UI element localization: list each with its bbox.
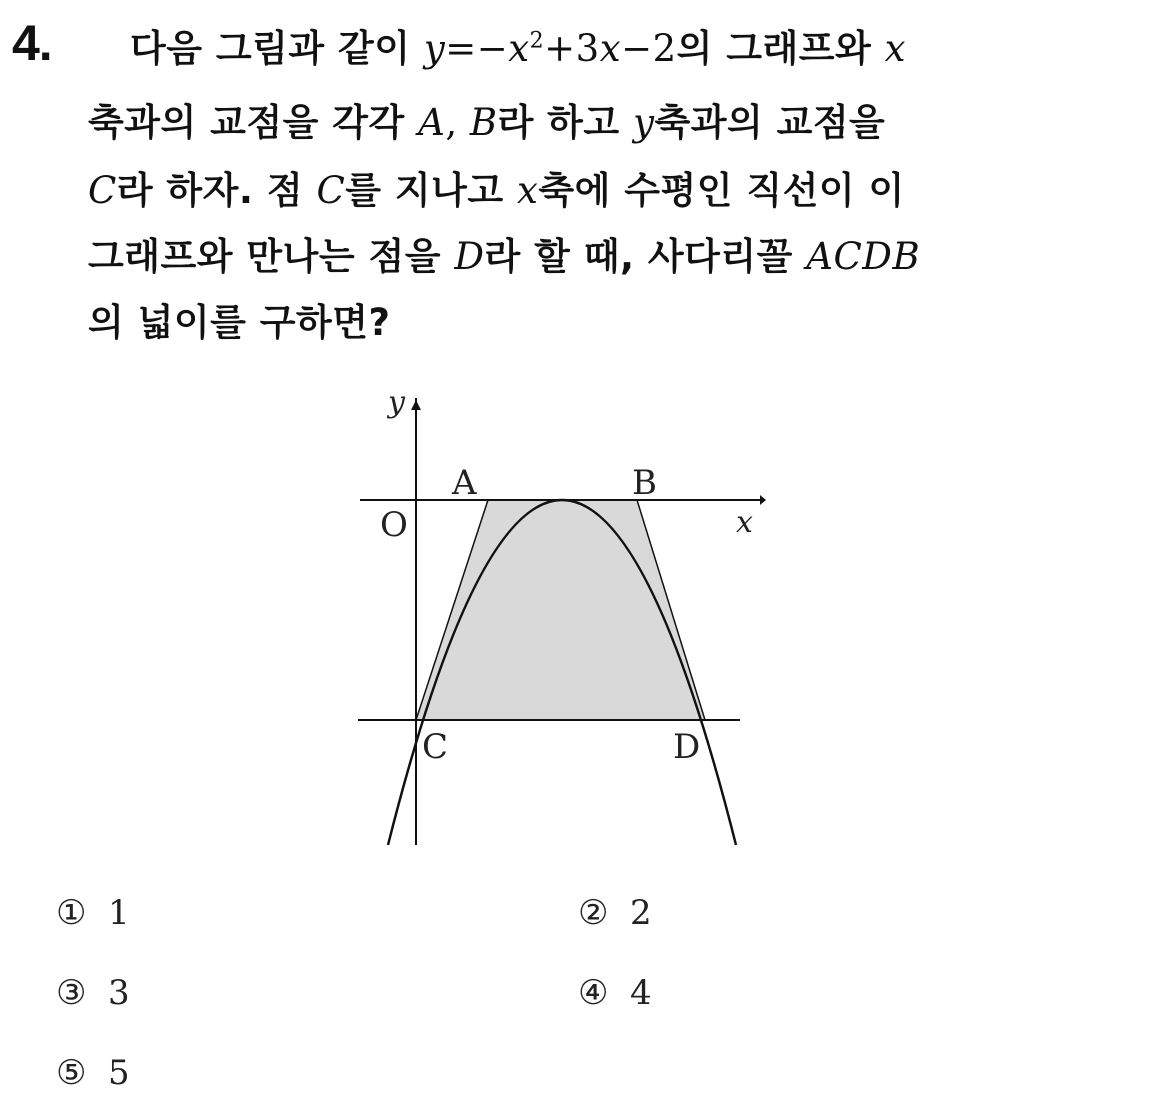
choice-5-mark: ⑤ [56,1053,87,1093]
q2-text-a: 축과의 교점을 각각 [88,101,419,144]
eq-eq: =− [445,27,509,70]
label-B: B [632,463,657,503]
choice-4[interactable] [578,973,652,1013]
eq-x: x [508,27,530,70]
question-number: 4. [12,15,52,71]
q3-C2: C [316,169,346,212]
q1-x: x [884,27,906,70]
eq-y: y [423,27,446,70]
choice-3-mark: ③ [56,973,87,1013]
q2-B: B [469,101,498,144]
q4-ACDB: ACDB [806,235,921,278]
q1-text-a: 다음 그림과 같이 [130,27,424,70]
q4-D: D [454,235,485,278]
label-C: C [422,727,449,767]
choice-3[interactable] [56,973,130,1013]
question-line-5 [88,292,390,346]
choice-5[interactable] [56,1053,130,1093]
q2-comma: , [445,101,470,144]
q2-y: y [633,101,655,144]
choice-1[interactable] [56,893,130,933]
y-axis-arrow [411,400,421,410]
question-line-3 [88,160,905,214]
q3-text-a: 라 하자. 점 [116,169,317,212]
parabola-graph [340,380,780,855]
choice-1-mark: ① [56,893,87,933]
q3-text-b: 를 지나고 [345,169,518,212]
q3-x: x [517,169,539,212]
choice-2[interactable] [578,893,652,933]
q3-text-c: 축에 수평인 직선이 이 [538,169,905,212]
q5-text-a: 의 넓이를 구하면? [88,301,391,344]
choice-4-mark: ④ [578,973,609,1013]
choice-2-mark: ② [578,893,609,933]
choice-4-value: 4 [630,973,652,1013]
label-x: x [736,505,753,540]
q2-A: A [418,101,446,144]
label-y: y [388,385,405,420]
eq-minus2: −2 [621,27,677,70]
q2-text-c: 축과의 교점을 [654,101,886,144]
q4-text-b: 라 할 때, 사다리꼴 [484,235,807,278]
q3-C: C [88,169,117,212]
eq-x2: x [599,27,622,70]
x-axis-arrow [760,495,766,505]
choice-2-value: 2 [630,893,652,933]
question-line-4 [88,226,920,280]
label-A: A [452,463,477,503]
question-line-2 [88,92,885,146]
q4-text-a: 그래프와 만나는 점을 [88,235,455,278]
eq-plus3: +3 [544,27,600,70]
trapezoid-ACDB [416,500,705,720]
q2-text-b: 라 하고 [497,101,634,144]
choice-3-value: 3 [108,973,130,1013]
q1-text-b: 의 그래프와 [676,27,885,70]
question-line-1 [130,18,906,72]
choice-1-value: 1 [108,893,130,933]
eq-exp: 2 [529,28,545,54]
label-D: D [673,727,701,767]
choice-5-value: 5 [108,1053,130,1093]
label-O: O [380,505,408,545]
